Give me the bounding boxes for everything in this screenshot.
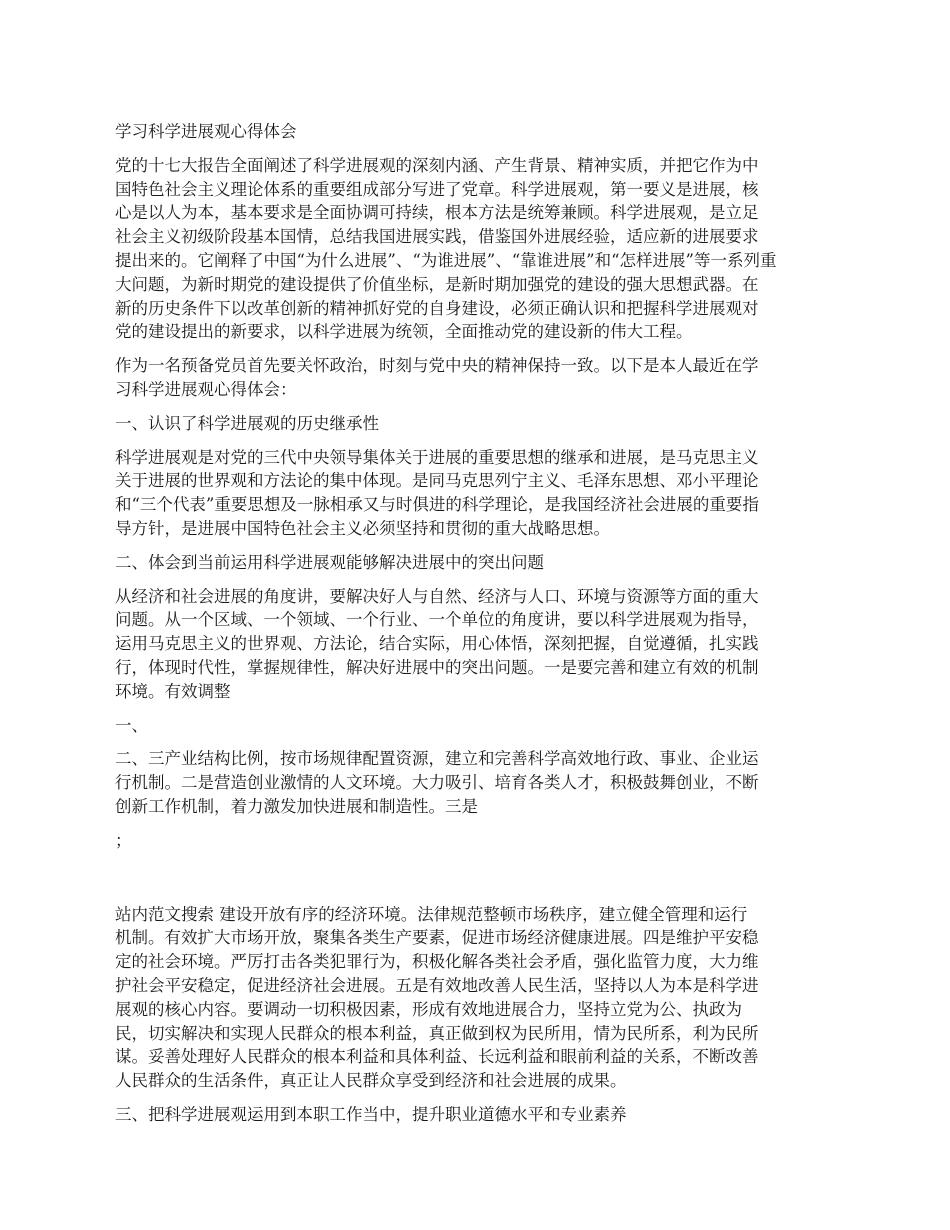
text-line: 环境。有效调整 [115, 681, 231, 701]
text-line: 新的历史条件下以改革创新的精神抓好党的自身建设，必须正确认识和把握科学进展观对 [115, 298, 759, 318]
text-line: 创新工作机制，着力激发加快进展和制造性。三是 [115, 796, 478, 816]
paragraph-problems [115, 585, 840, 704]
text-line: 导方针，是进展中国特色社会主义必须坚持和贯彻的重大战略思想。 [115, 518, 610, 538]
text-line: 问题。从一个区域、一个领域、一个行业、一个单位的角度讲，要以科学进展观为指导， [115, 610, 759, 630]
text-line: 关于进展的世界观和方法论的集中体现。是同马克思列宁主义、毛泽东思想、邓小平理论 [115, 471, 759, 491]
text-line: 站内范文搜索 建设开放有序的经济环境。法律规范整顿市场秩序，建立健全管理和运行 [115, 904, 748, 924]
document-title: 学习科学进展观心得体会 [115, 122, 297, 141]
text-line: 二、三产业结构比例，按市场规律配置资源，建立和完善科学高效地行政、事业、企业运 [115, 749, 759, 769]
paragraph-member [115, 354, 840, 402]
fragment-one: 一、 [115, 715, 148, 735]
text-line: 行，体现时代性，掌握规律性，解决好进展中的突出问题。一是要完善和建立有效的机制 [115, 657, 759, 677]
fragment-semicolon: ； [115, 830, 132, 850]
text-line: 党的十七大报告全面阐述了科学进展观的深刻内涵、产生背景、精神实质，并把它作为中 [115, 155, 759, 175]
paragraph-intro [115, 154, 840, 344]
text-line: 行机制。二是营造创业激情的人文环境。大力吸引、培育各类人才，积极鼓舞创业，不断 [115, 773, 759, 793]
section-heading-3: 三、把科学进展观运用到本职工作当中，提升职业道德水平和专业素养 [115, 1104, 627, 1124]
text-line: 谋。妥善处理好人民群众的根本利益和具体利益、长远利益和眼前利益的关系，不断改善 [115, 1047, 759, 1067]
text-line: 习科学进展观心得体会： [115, 379, 297, 399]
text-line: 作为一名预备党员首先要关怀政治，时刻与党中央的精神保持一致。以下是本人最近在学 [115, 356, 759, 376]
text-line: 定的社会环境。严厉打击各类犯罪行为，积极化解各类社会矛盾，强化监管力度，大力维 [115, 952, 759, 972]
section-heading-2: 二、体会到当前运用科学进展观能够解决进展中的突出问题 [115, 552, 544, 572]
paragraph-structure [115, 747, 840, 818]
text-line: 党的建设提出的新要求，以科学进展为统领，全面推动党的建设新的伟大工程。 [115, 322, 693, 342]
text-line: 社会主义初级阶段基本国情，总结我国进展实践，借鉴国外进展经验，适应新的进展要求 [115, 227, 759, 247]
text-line: 从经济和社会进展的角度讲，要解决好人与自然、经济与人口、环境与资源等方面的重大 [115, 586, 759, 606]
paragraph-inheritance [115, 446, 840, 541]
text-line: 机制。有效扩大市场开放，聚集各类生产要素，促进市场经济健康进展。四是维护平安稳 [115, 928, 759, 948]
text-line: 展观的核心内容。要调动一切积极因素，形成有效地进展合力，坚持立党为公、执政为 [115, 999, 742, 1019]
text-line: 大问题，为新时期党的建设提供了价值坐标，是新时期加强党的建设的强大思想武器。在 [115, 274, 759, 294]
text-line: 提出来的。它阐释了中国“为什么进展”、“为谁进展”、“靠谁进展”和“怎样进展”等一系列重 [115, 250, 777, 270]
text-line: 民，切实解决和实现人民群众的根本利益，真正做到权为民所用，情为民所系，利为民所 [115, 1023, 759, 1043]
text-line: 科学进展观是对党的三代中央领导集体关于进展的重要思想的继承和进展，是马克思主义 [115, 447, 759, 467]
section-heading-1: 一、认识了科学进展观的历史继承性 [115, 413, 379, 433]
paragraph-environment [115, 903, 840, 1093]
text-line: 心是以人为本，基本要求是全面协调可持续，根本方法是统筹兼顾。科学进展观，是立足 [115, 203, 759, 223]
text-line: 运用马克思主义的世界观、方法论，结合实际，用心体悟，深刻把握，自觉遵循，扎实践 [115, 634, 759, 654]
text-line: 人民群众的生活条件，真正让人民群众享受到经济和社会进展的成果。 [115, 1071, 627, 1091]
text-line: 国特色社会主义理论体系的重要组成部分写进了党章。科学进展观，第一要义是进展，核 [115, 179, 759, 199]
text-line: 护社会平安稳定，促进经济社会进展。五是有效地改善人民生活，坚持以人为本是科学进 [115, 975, 759, 995]
text-line: 和“三个代表”重要思想及一脉相承又与时俱进的科学理论，是我国经济社会进展的重要指 [115, 495, 759, 515]
